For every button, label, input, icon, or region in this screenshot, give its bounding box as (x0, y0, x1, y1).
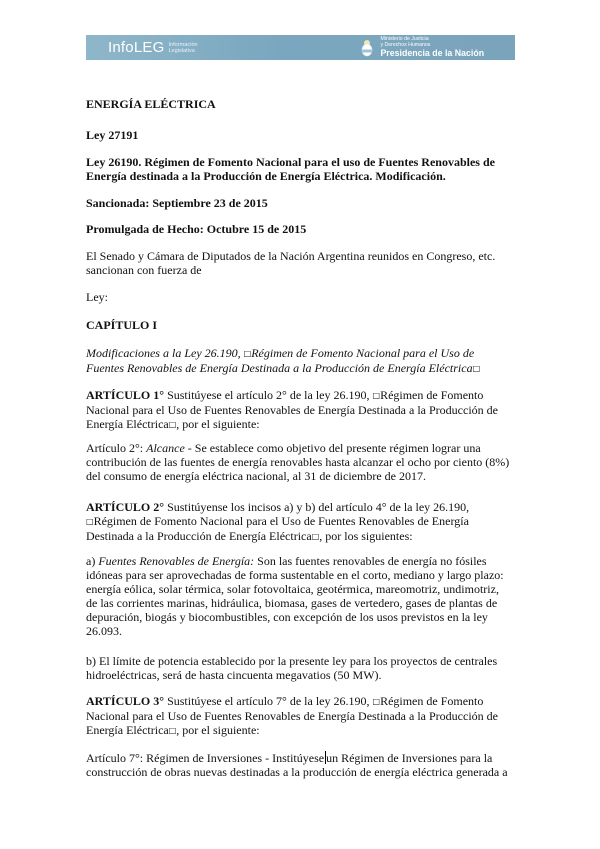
promulgation-date: Promulgada de Hecho: Octubre 15 de 2015 (86, 222, 307, 236)
article-3-replacement-text: Artículo 7°: Régimen de Inversiones - Institúyese un Régimen de Inversiones para la construcción de obras nuevas destinadas a la producción de energía eléctrica generada a (86, 751, 508, 779)
enactment-formula: El Senado y Cámara de Diputados de la Nación Argentina reunidos en Congreso, etc. sancionan con fuerza de (86, 249, 496, 277)
article-3-label: ARTÍCULO 3° (86, 694, 165, 708)
chapter-heading: CAPÍTULO I (86, 318, 158, 332)
argentina-coat-of-arms-icon (360, 38, 374, 58)
article-2: ARTÍCULO 2° Sustitúyense los incisos a) y b) del artículo 4° de la ley 26.190, □Régimen de Fomento Nacional para el Uso de Fuentes Renovables de Energía Destinada a la Producción de Energía Eléctrica□, por los siguientes: (86, 500, 470, 543)
infoleg-header-banner (86, 35, 515, 60)
article-1-replacement-text: Artículo 2°: Alcance - Se establece como objetivo del presente régimen lograr una contribución de las fuentes de energía renovables hasta alcanzar el ocho por ciento (8%) del consumo de energía eléctrica nacional, al 31 de diciembre de 2017. (86, 441, 510, 483)
infoleg-logo[interactable]: InfoLEG (108, 39, 165, 56)
article-3: ARTÍCULO 3° Sustitúyese el artículo 7° de la ley 26.190, □Régimen de Fomento Nacional para el Uso de Fuentes Renovables de Energía Destinada a la Producción de Energía Eléctrica□, por el siguiente: (86, 694, 498, 737)
sanction-date: Sancionada: Septiembre 23 de 2015 (86, 196, 268, 210)
topic-heading: ENERGÍA ELÉCTRICA (86, 97, 216, 111)
infoleg-logo-subtitle: Información Legislativa (168, 41, 198, 54)
ley-label: Ley: (86, 290, 108, 304)
article-2-item-a: a) Fuentes Renovables de Energía: Son las fuentes renovables de energía no fósiles idóneas para ser aprovechadas de forma sustentable en el corto, mediano y largo plazo: energía eólica, solar térmica, solar fotovoltaica, geotérmica, mareomotriz, undimotriz, de las corrientes marinas, hidráulica, biomasa, gases de vertedero, gases de plantas de depuración, biogás y biocombustibles, con excepción de los usos previstos en la ley 26.093. (86, 554, 504, 638)
article-1-label: ARTÍCULO 1° (86, 388, 165, 402)
ministry-logo[interactable]: Ministerio de Justicia y Derechos Humanos Presidencia de la Nación (380, 35, 485, 59)
article-2-item-b: b) El límite de potencia establecido por la presente ley para los proyectos de centrales hidroeléctricas, será de hasta cincuenta megavatios (50 MW). (86, 654, 498, 682)
article-2-label: ARTÍCULO 2° (86, 500, 165, 514)
law-subject: Ley 26190. Régimen de Fomento Nacional para el uso de Fuentes Renovables de Energía destinada a la Producción de Energía Eléctrica. Modificación. (86, 155, 495, 183)
article-1: ARTÍCULO 1° Sustitúyese el artículo 2° de la ley 26.190, □Régimen de Fomento Nacional para el Uso de Fuentes Renovables de Energía Destinada a la Producción de Energía Eléctrica□, por el siguiente: (86, 388, 498, 431)
chapter-title: Modificaciones a la Ley 26.190, □Régimen de Fomento Nacional para el Uso de Fuentes Renovables de Energía Destinada a la Producción de Energía Eléctrica□ (86, 346, 481, 375)
law-number: Ley 27191 (86, 128, 139, 142)
